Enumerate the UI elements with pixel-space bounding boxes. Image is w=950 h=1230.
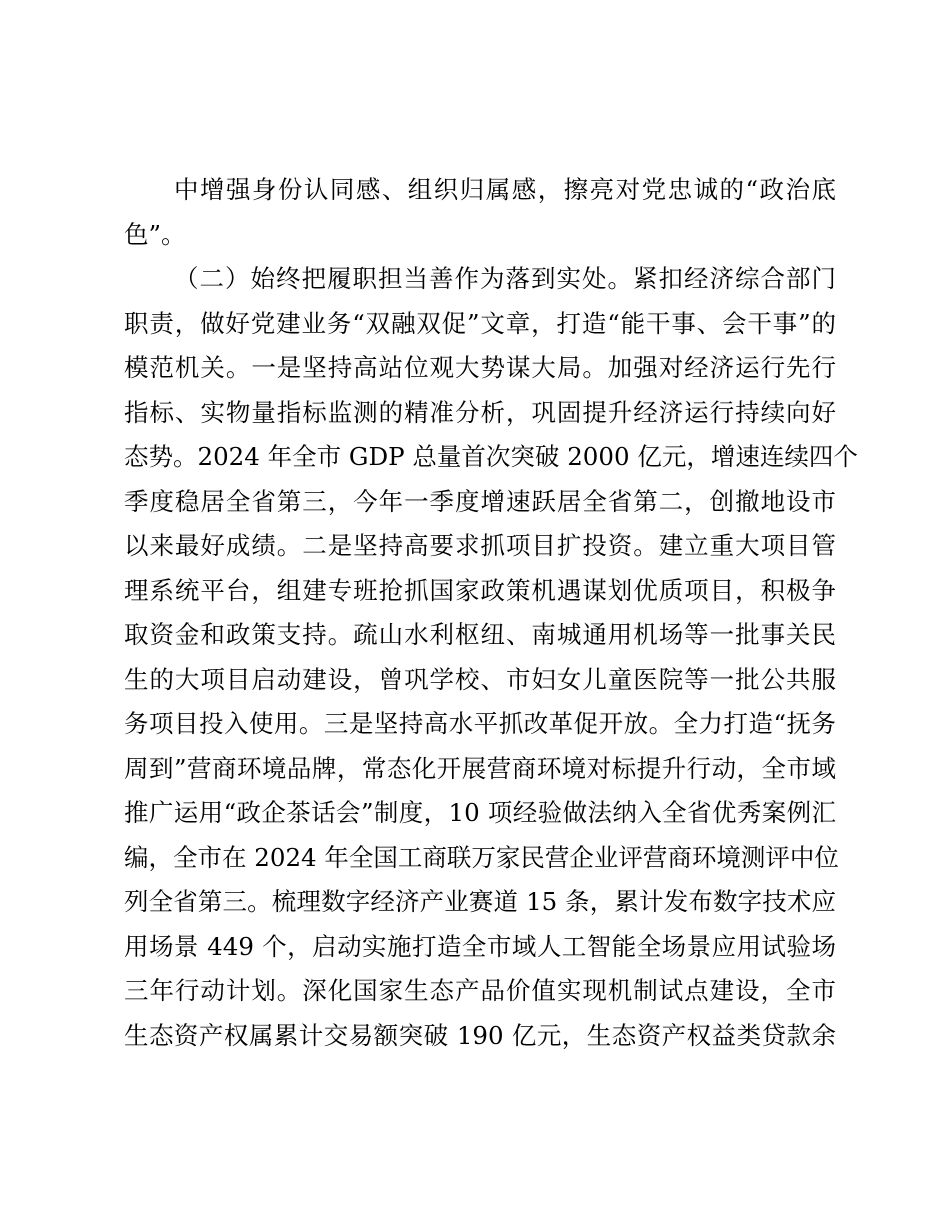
text-line-9: 以来最好成绩。二是坚持高要求抓项目扩投资。建立重大项目管 [124,531,836,560]
text-line-7: 态势。2024 年全市 GDP 总量首次突破 2000 亿元，增速连续四个 [124,442,858,471]
text-line-15: 推广运用“政企茶话会”制度，10 项经验做法纳入全省优秀案例汇 [124,798,836,827]
body-text [124,168,858,1058]
text-line-11: 取资金和政策支持。疏山水利枢纽、南城通用机场等一批事关民 [124,620,836,649]
text-line-16: 编，全市在 2024 年全国工商联万家民营企业评营商环境测评中位 [124,842,839,872]
text-line-20: 生态资产权属累计交易额突破 190 亿元，生态资产权益类贷款余 [124,1020,836,1050]
text-line-3: （二）始终把履职担当善作为落到实处。紧扣经济综合部门 [174,264,836,293]
text-line-1: 中增强身份认同感、组织归属感，擦亮对党忠诚的“政治底 [174,175,836,204]
text-line-4: 职责，做好党建业务“双融双促”文章，打造“能干事、会干事”的 [124,308,836,338]
text-line-5: 模范机关。一是坚持高站位观大势谋大局。加强对经济运行先行 [124,353,836,382]
text-line-12: 生的大项目启动建设，曾巩学校、市妇女儿童医院等一批公共服 [124,664,836,694]
text-line-8: 季度稳居全省第三，今年一季度增速跃居全省第二，创撤地设市 [124,486,836,516]
text-line-14: 周到”营商环境品牌，常态化开展营商环境对标提升行动，全市域 [124,753,836,783]
text-line-6: 指标、实物量指标监测的精准分析，巩固提升经济运行持续向好 [124,397,836,427]
text-line-10: 理系统平台，组建专班抢抓国家政策机遇谋划优质项目，积极争 [124,575,836,605]
text-line-19: 三年行动计划。深化国家生态产品价值实现机制试点建设，全市 [124,976,836,1005]
text-line-2: 色”。 [124,219,186,249]
text-line-13: 务项目投入使用。三是坚持高水平抓改革促开放。全力打造“抚务 [124,709,836,738]
text-line-17: 列全省第三。梳理数字经济产业赛道 15 条，累计发布数字技术应 [124,887,836,916]
text-line-18: 用场景 449 个，启动实施打造全市域人工智能全场景应用试验场 [124,931,836,961]
